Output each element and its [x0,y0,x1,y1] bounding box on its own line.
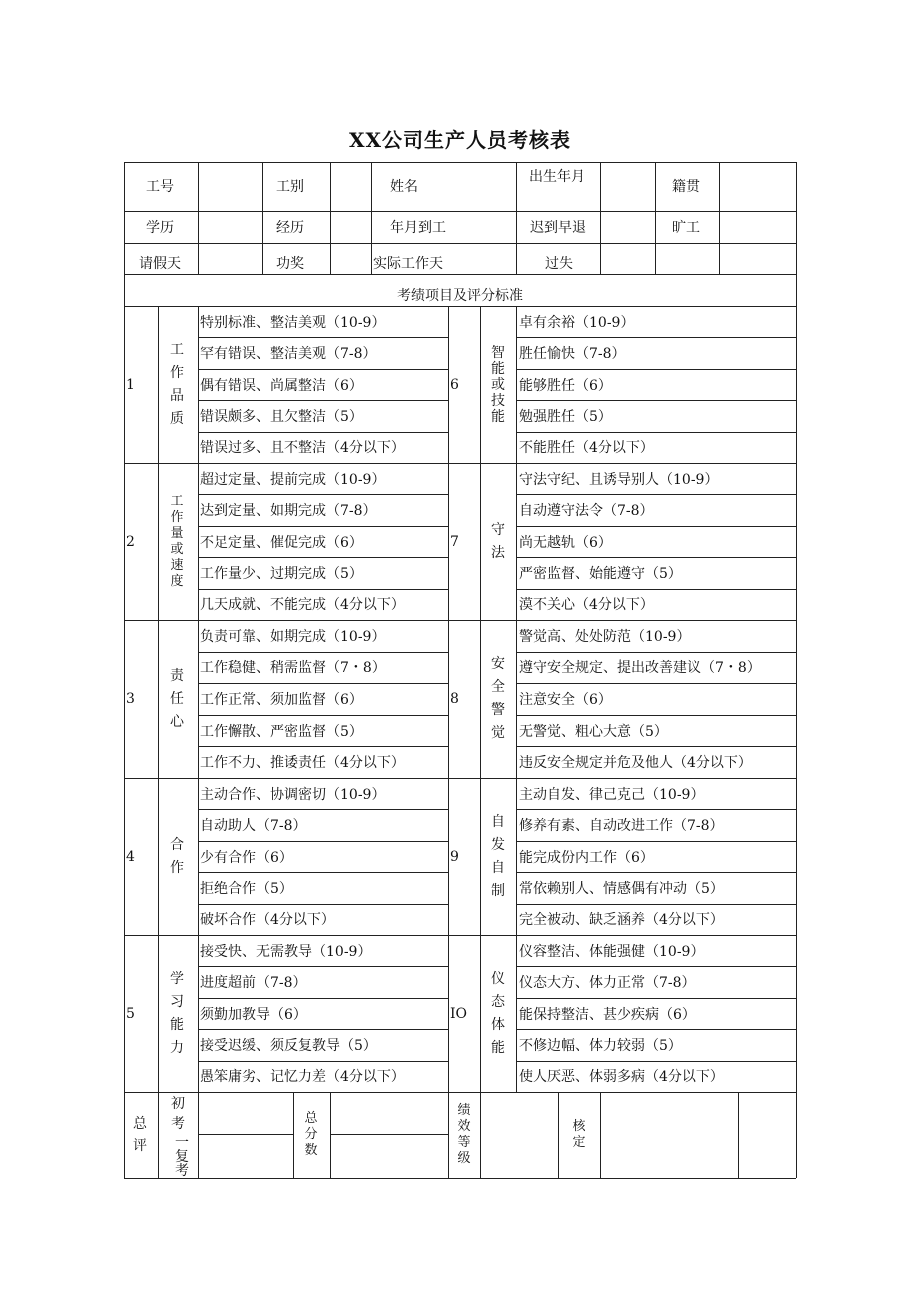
left-criteria-option[interactable]: 主动合作、协调密切（10-9） [200,787,386,803]
grid-line [158,306,159,1092]
left-criteria-option[interactable]: 错误颇多、且欠整洁（5） [200,409,363,425]
left-criteria-option[interactable]: 少有合作（6） [200,850,293,866]
grid-line [198,904,448,905]
header-input-field[interactable] [199,244,261,273]
score-input-field[interactable] [601,1093,737,1177]
left-criteria-option[interactable]: 进度超前（7-8） [200,975,307,991]
grid-line [198,557,448,558]
grid-line [516,162,517,274]
grid-line [516,494,796,495]
grid-line [198,1061,448,1062]
left-criteria-option[interactable]: 愚笨庸劣、记忆力差（4分以下） [200,1069,405,1085]
header-input-field[interactable] [449,212,515,242]
page-title: XX公司生产人员考核表 [348,128,572,152]
grid-line [516,809,796,810]
left-criteria-option[interactable]: 超过定量、提前完成（10-9） [200,472,386,488]
left-item-name: 学 习 能 力 [170,970,184,1056]
left-item-number: 1 [126,376,135,393]
merit-label: 功奖 [276,256,304,272]
grid-line [198,683,448,684]
grid-line [516,652,796,653]
grid-line [198,432,448,433]
header-input-field[interactable] [720,244,795,273]
grid-line [198,337,448,338]
grid-line [198,746,448,747]
right-item-number: 7 [450,533,459,550]
grid-line [198,652,448,653]
left-criteria-option[interactable]: 达到定量、如期完成（7-8） [200,503,377,519]
grid-line [262,162,263,274]
birth-date-label: 出生年月 [529,169,585,185]
right-criteria-option[interactable]: 遵守安全规定、提出改善建议（7・8） [519,660,761,676]
right-criteria-option[interactable]: 仪态大方、体力正常（7-8） [519,975,696,991]
left-criteria-option[interactable]: 须勤加教导（6） [200,1007,307,1023]
right-criteria-option[interactable]: 胜任愉快（7-8） [519,346,626,362]
grid-line [198,809,448,810]
right-criteria-option[interactable]: 仪容整洁、体能强健（10-9） [519,944,705,960]
grid-line [124,463,796,464]
score-input-field[interactable] [331,1135,447,1177]
left-item-name: 合 作 [170,836,184,876]
grid-line [516,746,796,747]
grid-line [480,306,481,1092]
right-criteria-option[interactable]: 完全被动、缺乏涵养（4分以下） [519,912,724,928]
right-item-number: 9 [450,848,459,865]
left-item-number: 5 [126,1005,135,1022]
score-input-field[interactable] [331,1093,447,1133]
grid-line [198,715,448,716]
grid-line [516,1029,796,1030]
grid-line [516,526,796,527]
right-criteria-option[interactable]: 守法守纪、且诱导别人（10-9） [519,472,719,488]
score-input-field[interactable] [199,1135,292,1177]
left-criteria-option[interactable]: 工作正常、须加监督（6） [200,692,363,708]
header-input-field[interactable] [601,163,654,210]
grid-line [516,589,796,590]
grid-line [516,872,796,873]
grid-line [124,778,796,779]
grid-line [124,620,796,621]
score-input-field[interactable] [481,1093,557,1177]
grid-line [124,162,125,1178]
right-criteria-option[interactable]: 修养有素、自动改进工作（7-8） [519,818,724,834]
actual-days-label: 实际工作天 [373,256,443,272]
right-criteria-option[interactable]: 尚无越轨（6） [519,535,612,551]
grid-line [558,1092,559,1178]
name-label: 姓名 [390,179,418,195]
left-criteria-option[interactable]: 罕有错误、整洁美观（7-8） [200,346,377,362]
grid-line [516,998,796,999]
right-criteria-option[interactable]: 无警觉、粗心大意（5） [519,724,668,740]
right-criteria-option[interactable]: 能够胜任（6） [519,378,612,394]
right-criteria-option[interactable]: 能完成份内工作（6） [519,850,654,866]
left-criteria-option[interactable]: 特别标准、整洁美观（10-9） [200,315,386,331]
right-criteria-option[interactable]: 注意安全（6） [519,692,612,708]
absent-label: 旷工 [672,220,700,236]
overall-label: 总 评 [133,1116,147,1154]
left-item-number: 3 [126,691,135,707]
approve-label: 核 定 [572,1119,586,1150]
left-criteria-option[interactable]: 接受快、无需教导（10-9） [200,944,372,960]
fault-label: 过失 [545,256,573,272]
grid-line [198,306,199,1178]
late-early-label: 迟到早退 [530,220,586,236]
left-item-number: 2 [126,533,135,550]
right-criteria-option[interactable]: 常依赖别人、情感偶有冲动（5） [519,881,724,897]
second-review-label: 一 复 考 [175,1135,189,1179]
header-input-field[interactable] [449,244,515,273]
header-input-field[interactable] [199,163,261,210]
left-criteria-option[interactable]: 负责可靠、如期完成（10-9） [200,629,386,645]
job-type-label: 工别 [276,179,304,195]
header-input-field[interactable] [601,244,654,273]
right-item-number: 8 [450,691,459,707]
right-item-name: 智 能 或 技 能 [491,344,505,425]
right-criteria-option[interactable]: 不能胜任（4分以下） [519,440,654,456]
grid-line [124,306,796,307]
right-criteria-option[interactable]: 卓有余裕（10-9） [519,315,635,331]
grid-line [448,306,449,1178]
left-criteria-option[interactable]: 错误过多、且不整洁（4分以下） [200,440,405,456]
header-input-field[interactable] [720,163,795,210]
grid-line [516,432,796,433]
leave-days-label: 请假天 [139,256,181,272]
right-criteria-option[interactable]: 能保持整洁、甚少疾病（6） [519,1007,696,1023]
grid-line [198,998,448,999]
left-criteria-option[interactable]: 工作量少、过期完成（5） [200,566,363,582]
grid-line [516,841,796,842]
left-criteria-option[interactable]: 不足定量、催促完成（6） [200,535,363,551]
right-criteria-option[interactable]: 漠不关心（4分以下） [519,597,654,613]
right-criteria-option[interactable]: 勉强胜任（5） [519,409,612,425]
right-item-number: IO [450,1005,468,1022]
grid-line [124,1178,796,1179]
right-criteria-option[interactable]: 不修边幅、体力较弱（5） [519,1038,682,1054]
header-input-field[interactable] [720,212,795,242]
left-criteria-option[interactable]: 工作懈散、严密监督（5） [200,724,363,740]
grid-line [516,1061,796,1062]
header-input-field[interactable] [331,163,370,210]
left-criteria-option[interactable]: 偶有错误、尚属整洁（6） [200,378,363,394]
right-criteria-option[interactable]: 使人厌恶、体弱多病（4分以下） [519,1069,724,1085]
right-criteria-option[interactable]: 严密监督、始能遵守（5） [519,566,682,582]
left-item-name: 工 作 品 质 [170,341,184,427]
grid-line [198,369,448,370]
grid-line [516,683,796,684]
score-input-field[interactable] [199,1093,292,1133]
grid-line [198,841,448,842]
grade-label: 绩 效 等 级 [457,1103,471,1166]
grid-line [198,400,448,401]
grid-line [516,715,796,716]
grid-line [371,162,372,274]
header-input-field[interactable] [199,212,261,242]
grid-line [516,557,796,558]
left-criteria-option[interactable]: 工作稳健、稍需监督（7・8） [200,660,386,676]
section-title: 考绩项目及评分标准 [397,288,523,304]
left-criteria-option[interactable]: 几天成就、不能完成（4分以下） [200,597,405,613]
right-item-name: 自 发 自 制 [491,813,505,899]
grid-line [516,306,517,1092]
grid-line [124,274,796,275]
date-joined-label: 年月到工 [390,220,446,236]
total-score-label: 总 分 数 [304,1111,318,1158]
header-input-field[interactable] [331,212,370,242]
grid-line [655,162,656,274]
grid-line [124,935,796,936]
right-criteria-option[interactable]: 警觉高、处处防范（10-9） [519,629,691,645]
right-criteria-option[interactable]: 主动自发、律己克己（10-9） [519,787,705,803]
grid-line [198,966,448,967]
score-input-field[interactable] [739,1093,795,1177]
grid-line [516,400,796,401]
left-item-name: 责 任 心 [170,667,184,730]
grid-line [198,526,448,527]
right-item-name: 守 法 [491,521,505,561]
header-input-field[interactable] [331,244,370,273]
header-input-field[interactable] [601,212,654,242]
left-item-name: 工 作 量 或 速 度 [170,493,184,589]
grid-line [158,1092,159,1178]
left-criteria-option[interactable]: 破坏合作（4分以下） [200,912,335,928]
right-item-name: 仪 态 体 能 [491,970,505,1056]
left-item-number: 4 [126,848,135,865]
grid-line [198,494,448,495]
right-item-number: 6 [450,376,459,393]
left-criteria-option[interactable]: 自动助人（7-8） [200,818,307,834]
education-label: 学历 [146,220,174,236]
left-criteria-option[interactable]: 工作不力、推诿责任（4分以下） [200,755,405,771]
right-criteria-option[interactable]: 自动遵守法令（7-8） [519,503,654,519]
header-input-field[interactable] [449,163,515,210]
grid-line [796,162,797,1178]
grid-line [516,904,796,905]
experience-label: 经历 [276,220,304,236]
right-item-name: 安 全 警 觉 [491,656,505,741]
native-place-label: 籍贯 [672,179,700,195]
right-criteria-option[interactable]: 违反安全规定并危及他人（4分以下） [519,755,752,771]
grid-line [293,1092,294,1178]
left-criteria-option[interactable]: 接受迟缓、须反复教导（5） [200,1038,377,1054]
grid-line [198,589,448,590]
first-review-label: 初 考 [171,1096,185,1132]
grid-line [198,872,448,873]
employee-no-label: 工号 [146,179,174,195]
left-criteria-option[interactable]: 拒绝合作（5） [200,881,293,897]
grid-line [516,966,796,967]
grid-line [516,337,796,338]
grid-line [198,1029,448,1030]
grid-line [516,369,796,370]
